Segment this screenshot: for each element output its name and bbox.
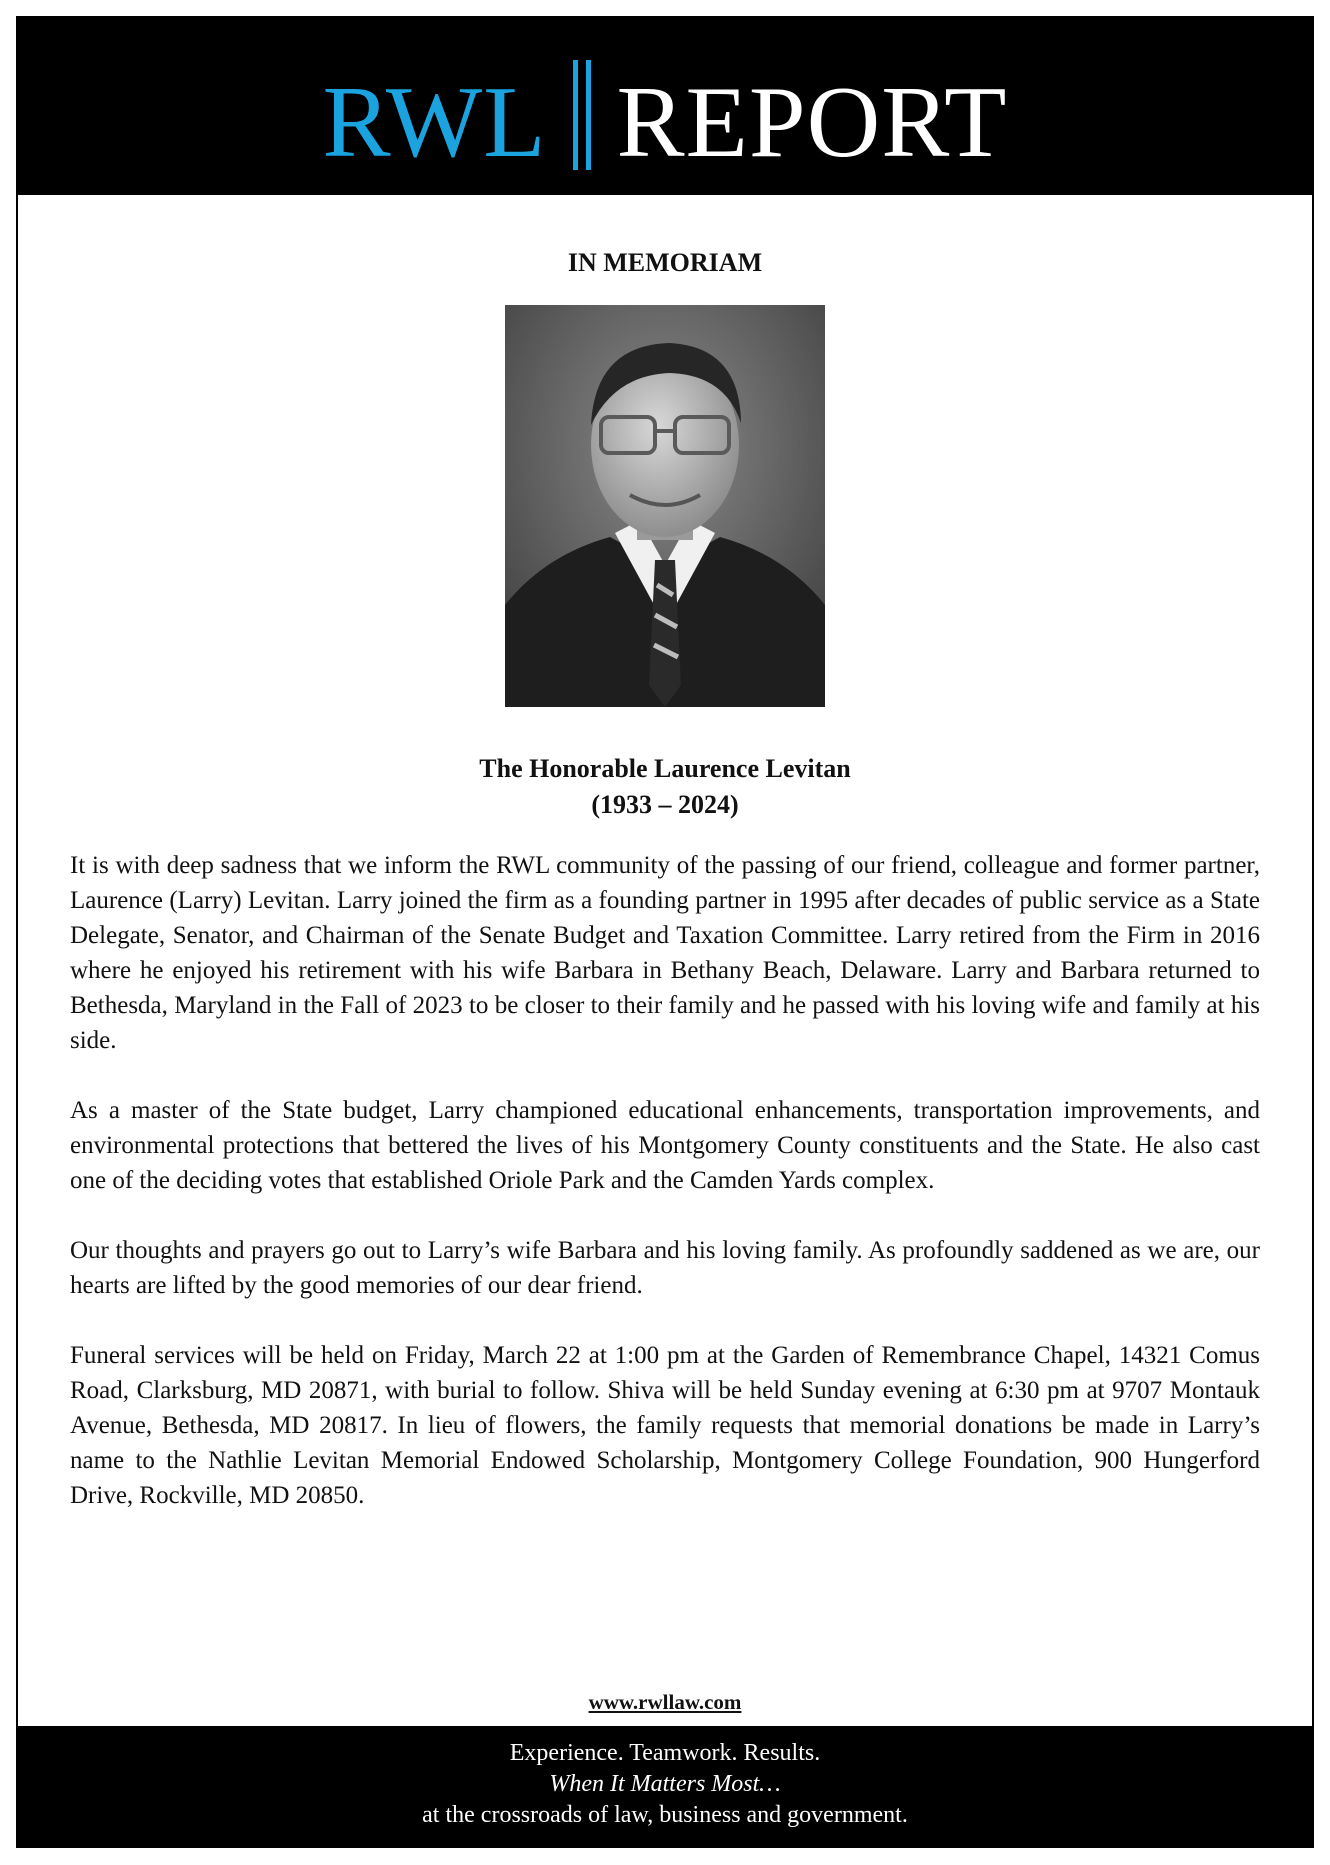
section-heading: IN MEMORIAM [567,248,763,277]
portrait-illustration [505,305,825,707]
masthead-logo [18,60,1312,179]
paragraph-services: Funeral services will be held on Friday, March 22 at 1:00 pm at the Garden of Remembrance Chapel, 14321 Comus Road, Clarksburg, MD 20871, with burial to follow. Shiva will be held Sunday evening at 6:30 pm at 9707 Montauk Avenue, Bethesda, MD 20817. In lieu of flowers, the family requests that memorial donations be made in Larry’s name to the Nathlie Levitan Memorial Endowed Scholarship, Montgomery College Foundation, 900 Hungerford Drive, Rockville, MD 20850. [70,1342,1260,1509]
footer-description: at the crossroads of law, business and government. [422,1802,908,1828]
masthead-title: REPORT [616,66,1008,179]
page-frame [16,16,1314,1848]
footer-tagline: Experience. Teamwork. Results. [509,1740,821,1766]
paragraph-announcement: It is with deep sadness that we inform the RWL community of the passing of our friend, colleague and former partner, Laurence (Larry) Levitan. Larry joined the firm as a founding partner in 1995 after decades of public service as a State Delegate, Senator, and Chairman of the Senate Budget and Taxation Committee. Larry retired from the Firm in 2016 where he enjoyed his retirement with his wife Barbara in Bethany Beach, Delaware. Larry and Barbara returned to Bethesda, Maryland in the Fall of 2023 to be closer to their family and he passed with his loving wife and family at his side. [70,852,1260,1054]
masthead [18,18,1312,195]
double-bar-divider [573,60,591,170]
memorial-body [70,848,1260,1548]
footer-band [18,1726,1312,1846]
footer-slogan: When It Matters Most… [549,1771,781,1797]
subject-name-block [18,751,1312,823]
paragraph-condolences: Our thoughts and prayers go out to Larry’s wife Barbara and his loving family. As profoundly saddened as we are, our hearts are lifted by the good memories of our dear friend. [70,1237,1260,1299]
subject-name: The Honorable Laurence Levitan [479,754,851,783]
paragraph-legacy: As a master of the State budget, Larry championed educational enhancements, transportation improvements, and environmental protections that bettered the lives of his Montgomery County constituents and the State. He also cast one of the deciding votes that established Oriole Park and the Camden Yards complex. [70,1097,1260,1194]
subject-years: (1933 – 2024) [591,790,739,819]
portrait-photo [505,305,825,707]
masthead-brand: RWL [322,66,547,179]
website-link[interactable]: www.rwllaw.com [588,1690,742,1714]
